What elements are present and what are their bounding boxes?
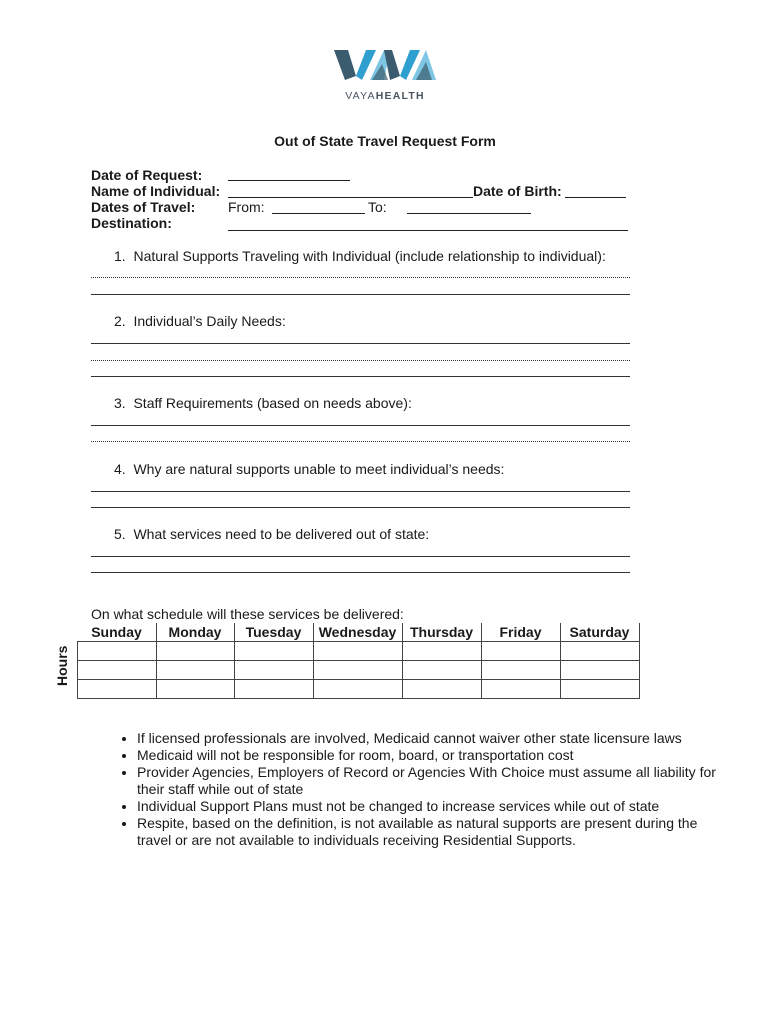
name-of-individual-label: Name of Individual: [91,183,221,199]
date-of-birth-field[interactable] [565,197,626,198]
question-5: 5. What services need to be delivered out of state: [114,526,430,542]
answer-line[interactable] [91,376,630,377]
hours-row [78,661,640,680]
answer-line[interactable] [91,343,630,344]
day-header-thursday: Thursday [402,623,481,642]
policy-note: • Medicaid will not be responsible for room, board, or transportation cost [137,747,717,764]
hours-cell[interactable] [313,661,402,680]
answer-line[interactable] [91,556,630,557]
policy-note: • Respite, based on the definition, is not available as natural supports are present during the travel or are not available to individuals receiving Residential Supports. [137,815,717,849]
date-of-request-field[interactable] [228,180,350,181]
name-of-individual-field[interactable] [228,197,473,198]
question-1: 1. Natural Supports Traveling with Individual (include relationship to individual): [114,248,606,264]
day-header-sunday: Sunday [78,623,157,642]
travel-to-field[interactable] [407,213,531,214]
answer-line[interactable] [91,277,630,278]
answer-line[interactable] [91,425,630,426]
hours-cell[interactable] [481,642,560,661]
hours-row [78,642,640,661]
hours-cell[interactable] [402,642,481,661]
vaya-logo-mark-icon [332,46,438,86]
hours-cell[interactable] [156,680,234,699]
dates-of-travel-label: Dates of Travel: [91,199,196,215]
from-label: From: [228,199,265,215]
answer-line[interactable] [91,491,630,492]
hours-cell[interactable] [560,642,639,661]
logo-wordmark: VAYAHEALTH [345,90,425,102]
day-header-tuesday: Tuesday [234,623,313,642]
hours-cell[interactable] [313,642,402,661]
hours-cell[interactable] [560,661,639,680]
hours-cell[interactable] [156,661,234,680]
day-header-wednesday: Wednesday [313,623,402,642]
hours-cell[interactable] [78,680,157,699]
answer-line[interactable] [91,572,630,573]
policy-notes-list [117,730,717,849]
hours-row [78,680,640,699]
schedule-table [77,623,640,699]
policy-note: • Individual Support Plans must not be changed to increase services while out of state [137,798,717,815]
policy-note: • If licensed professionals are involved, Medicaid cannot waiver other state licensure laws [137,730,717,747]
hours-cell[interactable] [313,680,402,699]
day-header-friday: Friday [481,623,560,642]
hours-row-label: Hours [54,645,70,686]
answer-line[interactable] [91,360,630,361]
hours-cell[interactable] [560,680,639,699]
hours-cell[interactable] [234,680,313,699]
travel-from-field[interactable] [272,213,365,214]
day-header-monday: Monday [156,623,234,642]
answer-line[interactable] [91,507,630,508]
hours-cell[interactable] [156,642,234,661]
date-of-birth-label: Date of Birth: [473,183,562,199]
hours-cell[interactable] [234,661,313,680]
form-title: Out of State Travel Request Form [274,133,496,149]
hours-cell[interactable] [78,642,157,661]
answer-line[interactable] [91,294,630,295]
destination-label: Destination: [91,215,172,231]
day-header-saturday: Saturday [560,623,639,642]
vaya-health-logo [332,46,438,104]
destination-field[interactable] [228,230,628,231]
hours-cell[interactable] [402,661,481,680]
hours-cell[interactable] [481,680,560,699]
to-label: To: [368,199,387,215]
schedule-prompt: On what schedule will these services be delivered: [91,606,404,622]
policy-note: • Provider Agencies, Employers of Record or Agencies With Choice must assume all liability for their staff while out of state [137,764,717,798]
question-4: 4. Why are natural supports unable to meet individual’s needs: [114,461,505,477]
hours-cell[interactable] [481,661,560,680]
hours-cell[interactable] [402,680,481,699]
hours-cell[interactable] [78,661,157,680]
date-of-request-label: Date of Request: [91,167,203,183]
answer-line[interactable] [91,441,630,442]
question-2: 2. Individual’s Daily Needs: [114,313,286,329]
question-3: 3. Staff Requirements (based on needs above): [114,395,412,411]
hours-cell[interactable] [234,642,313,661]
